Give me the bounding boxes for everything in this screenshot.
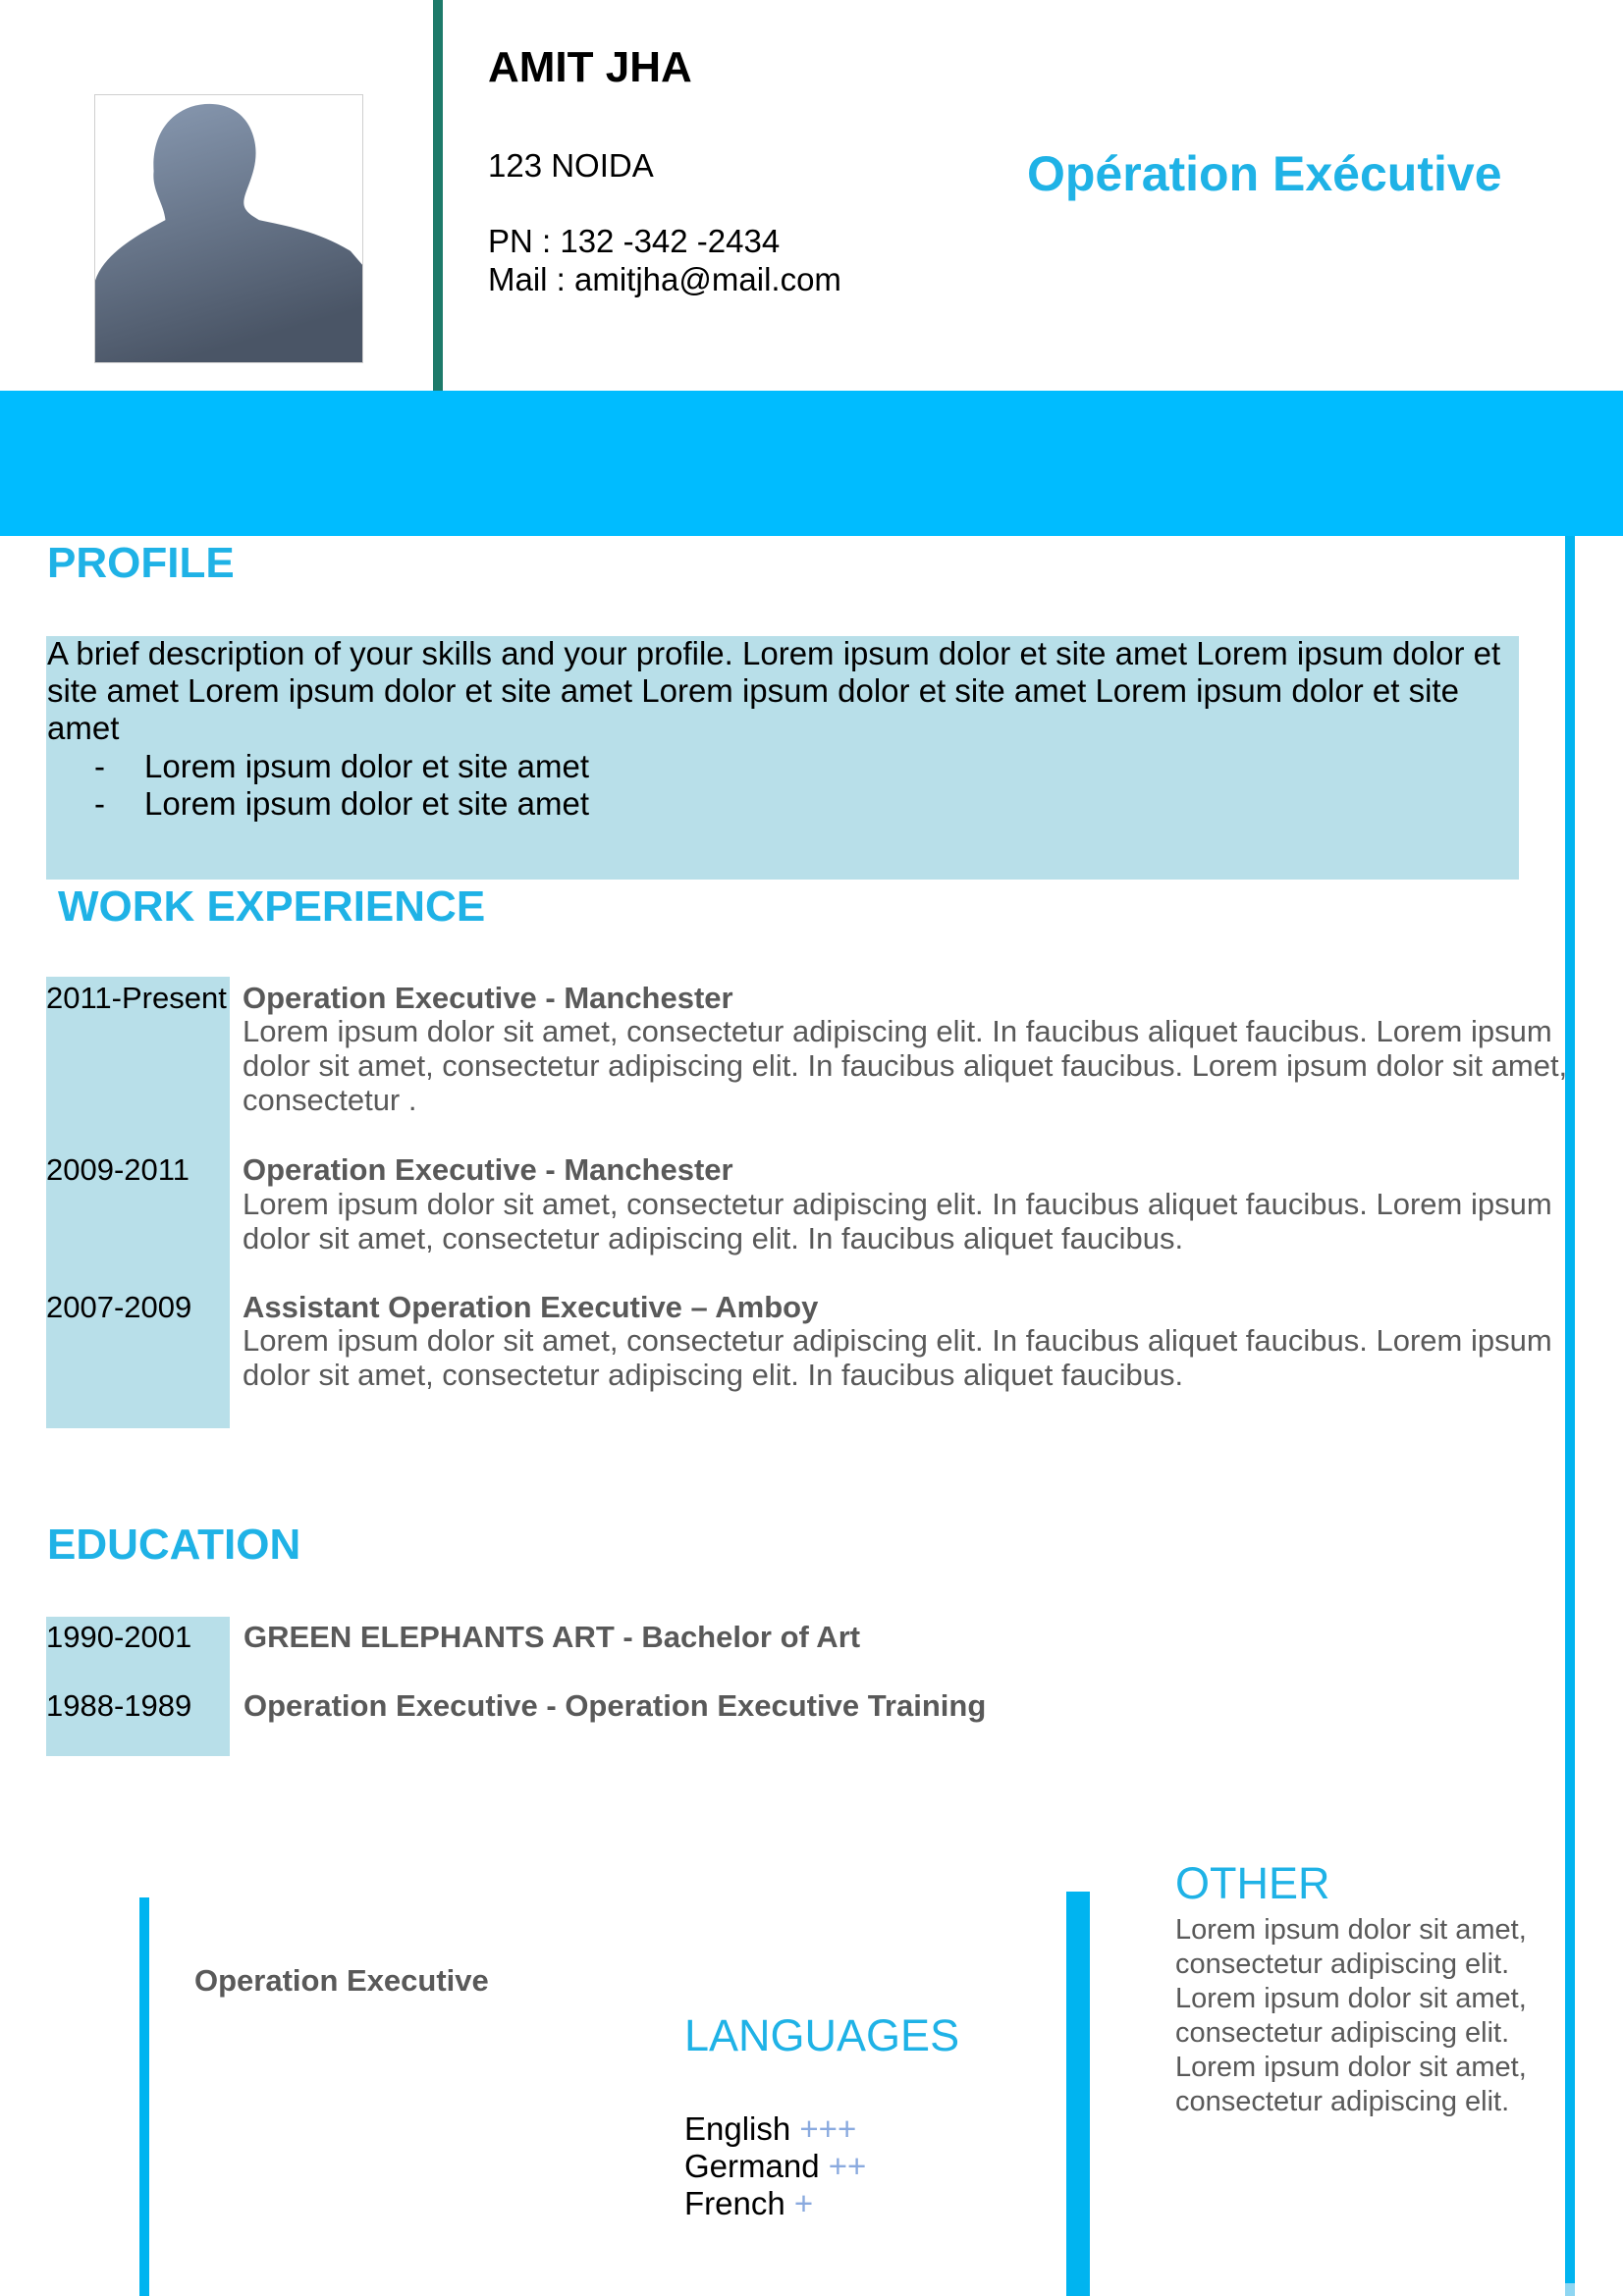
profile-heading: PROFILE (47, 539, 235, 587)
profile-photo (94, 94, 363, 363)
education-date: 1988-1989 (46, 1688, 192, 1723)
language-level: + (793, 2185, 814, 2221)
profile-bullets (94, 748, 589, 823)
phone-number: PN : 132 -342 -2434 (488, 223, 781, 259)
list-item: - Lorem ipsum dolor et site amet (94, 748, 590, 784)
education-title: GREEN ELEPHANTS ART - Bachelor of Art (243, 1620, 861, 1654)
language-level: ++ (828, 2148, 867, 2184)
address: 123 NOIDA (488, 147, 654, 184)
profile-text: A brief description of your skills and your profile. Lorem ipsum dolor et site amet Lorem ipsum dolor et site amet Lorem ipsum dolor et site amet Lorem ipsum dolor et site amet Lorem ipsum dolor et site amet (47, 635, 1501, 746)
education-title: Operation Executive - Operation Executive Training (243, 1688, 987, 1723)
language-item: English +++ (684, 2110, 857, 2147)
bottom-role: Operation Executive (194, 1963, 489, 1998)
work-date-column (46, 977, 230, 1428)
language-item: French + (684, 2185, 814, 2221)
candidate-name: AMIT JHA (488, 43, 692, 91)
work-description: Lorem ipsum dolor sit amet, consectetur adipiscing elit. In faucibus aliquet faucibus. Lorem ipsum dolor sit amet, consectetur adipiscing elit. In faucibus aliquet faucibus. (243, 1323, 1552, 1392)
left-accent-bar (139, 1897, 149, 2296)
language-level: +++ (799, 2110, 857, 2147)
person-silhouette-icon (95, 95, 362, 362)
work-experience-heading: WORK EXPERIENCE (58, 882, 486, 931)
right-accent-bar-end (1565, 2283, 1575, 2296)
work-title: Operation Executive - Manchester (243, 1152, 733, 1187)
work-title: Operation Executive - Manchester (243, 981, 733, 1015)
job-title: Opération Exécutive (1027, 146, 1502, 201)
languages-list (684, 2110, 866, 2222)
work-description: Lorem ipsum dolor sit amet, consectetur adipiscing elit. In faucibus aliquet faucibus. Lorem ipsum dolor sit amet, consectetur adipiscing elit. In faucibus aliquet faucibus. Lorem ipsum dolor sit amet, consectetur . (243, 1014, 1568, 1117)
list-item: - Lorem ipsum dolor et site amet (94, 785, 590, 822)
work-date: 2011-Present (46, 981, 227, 1015)
header-band (0, 391, 1623, 536)
work-description: Lorem ipsum dolor sit amet, consectetur adipiscing elit. In faucibus aliquet faucibus. Lorem ipsum dolor sit amet, consectetur adipiscing elit. In faucibus aliquet faucibus. (243, 1187, 1552, 1255)
education-date: 1990-2001 (46, 1620, 192, 1654)
email: Mail : amitjha@mail.com (488, 261, 841, 297)
middle-accent-bar (1066, 1892, 1090, 2296)
other-text: Lorem ipsum dolor sit amet, consectetur adipiscing elit. Lorem ipsum dolor sit amet, consectetur adipiscing elit. Lorem ipsum dolor sit amet, consectetur adipiscing elit. (1175, 1914, 1527, 2117)
work-date: 2009-2011 (46, 1152, 189, 1187)
work-date: 2007-2009 (46, 1290, 192, 1324)
languages-heading: LANGUAGES (684, 2010, 960, 2060)
header-divider (433, 0, 443, 391)
other-heading: OTHER (1175, 1858, 1330, 1908)
language-item: Germand ++ (684, 2148, 867, 2184)
education-heading: EDUCATION (47, 1521, 301, 1569)
work-title: Assistant Operation Executive – Amboy (243, 1290, 819, 1324)
